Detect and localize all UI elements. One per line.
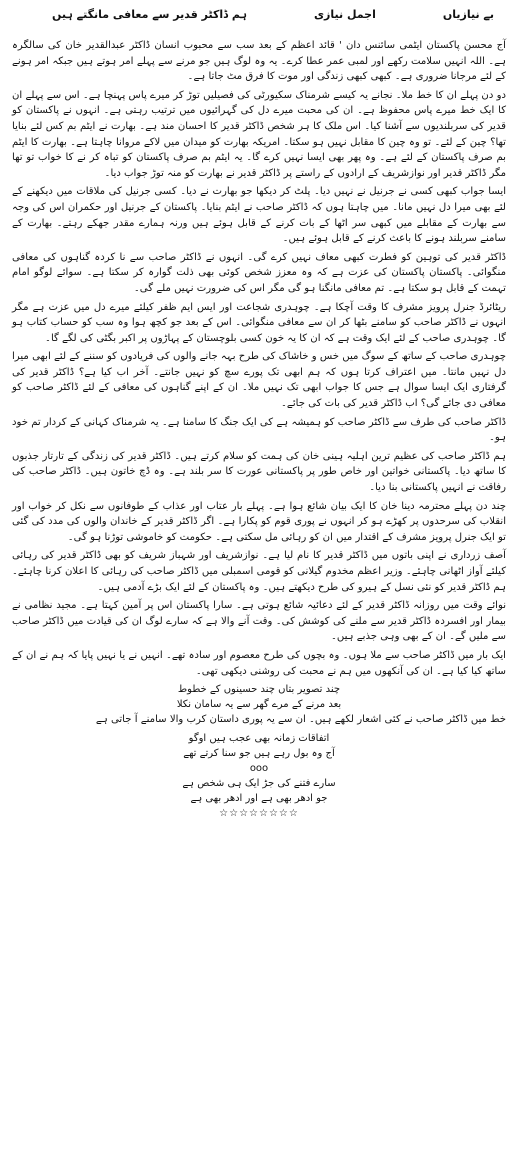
paragraph: چند دن پہلے محترمہ دینا خان کا ایک بیان شائع ہوا ہے۔ پہلے بار عتاب اور عذاب کے طوفانوں سے نکل کر خواب اور انقلاب کی سرحدوں پر کھڑے ہو کر انہوں نے پوری قوم کو پکارا ہے۔ اگر ڈاکٹر قدیر کے خاندان والوں کی مدد کی گئی تو ایک جنرل پرویز مشرف کے اقتدار میں ان کو رہائی مل سکتی ہے۔ حکومت کو خاموشی توڑنا ہو گی۔ [12,500,506,543]
paragraph: خط میں ڈاکٹر صاحب نے کئی اشعار لکھے ہیں۔ ان سے یہ پوری داستان کرب والا سامنے آ جاتی ہے [95,714,506,726]
verse-line: سارے فتنے کی جڑ ایک ہی شخص ہے [182,777,336,789]
paragraph: آج محسن پاکستان ایٹمی سائنس دان ' قائد اعظم کے بعد سب سے محبوب انسان ڈاکٹر عبدالقدیر خان کی سالگرہ ہے۔ اللہ انہیں سلامت رکھے اور لمبی عمر عطا کرے۔ یہ وہ لوگ ہیں جو مرنے سے پہلے امر ہوتے ہیں جبکہ امر ہونے کے لئے مرجانا ضروری ہے۔ کبھی کبھی زندگی اور موت کا فرق مٹ جاتا ہے۔ [12,40,506,83]
verse-line: اتفاقات زمانہ بھی عجب ہیں اوگو [188,732,330,744]
article-body [12,38,506,679]
verse-line: بعد مرنے کے مرے گھر سے یہ سامان نکلا [176,699,342,711]
paragraph: ڈاکٹر قدیر کی توہین کو فطرت کبھی معاف نہیں کرے گی۔ انہوں نے ڈاکٹر صاحب سے نا کردہ گناہوں کی معافی منگوائی۔ پاکستان پاکستان کی عزت ہے کہ وہ معزز شخص کوئی بھی ذلت گوارہ کر سکتا ہے۔ سوائے لوگو امام تہمت کے قابل ہو سکتا ہے۔ تم معافی مانگنا ہو گی مگر اس کی ضرورت نہیں ملے گی۔ [12,251,506,294]
paragraph: آصف زرداری نے اپنی باتوں میں ڈاکٹر قدیر کا نام لیا ہے۔ نوازشریف اور شہباز شریف کو بھی ڈاکٹر قدیر کی رہائی کیلئے آواز اٹھانی چاہئے۔ وزیر اعظم مخدوم گیلانی کو قومی اسمبلی میں ڈاکٹر صاحب کی رہائی کا اعلان کرنا چاہئے۔ ہم ڈاکٹر قدیر کو نئی نسل کے ہیرو کی طرح دیکھتے ہیں۔ وہ پاکستان کے لئے ایک بڑے آدمی ہیں۔ [12,550,506,593]
column-header [12,4,506,38]
verse-separator: ooo [249,762,269,774]
paragraph: ہم ڈاکٹر صاحب کی عظیم ترین اہلیہ ہینی خان کی ہمت کو سلام کرتے ہیں۔ ڈاکٹر قدیر کی زندگی کے تارتار جذبوں کا ساتھ دیا۔ پاکستانی خواتین اور خاص طور پر پاکستانی عورت کا سر بلند ہے۔ وہ ڈچ خاتون ہیں۔ ڈاکٹر صاحب کی رفاقت نے انہیں پاکستانی بنا دیا۔ [12,450,506,494]
poem-block-2 [12,731,506,821]
verse-line: جو ادھر بھی ہے اور ادھر بھی ہے [190,792,328,804]
verse-line: آج وہ بول رہے ہیں جو سنا کرتے تھے [183,747,335,759]
paragraph: ڈاکٹر صاحب کی طرف سے ڈاکٹر صاحب کو ہمیشہ ہے کی ایک جنگ کا سامنا ہے۔ یہ شرمناک کہانی کے کردار تم خود ہو۔ [12,416,506,444]
paragraph: ایسا جواب کبھی کسی نے جرنیل نے نہیں دیا۔ پلٹ کر دیکھا جو بھارت نے دیا۔ کسی جرنیل کی ملاقات میں دیکھنے کے لئے بھی میرا دل نہیں مانا۔ میں چاہتا ہوں کہ ڈاکٹر صاحب نے ایٹم بنایا۔ پاکستان کے جرنیل اور حکمران اس کی وجہ سے بھارت کے مقابلے میں کبھی سر اٹھا کے بات کرنے کے قابل ہوئے ہیں ورنہ ہمارے مقدر جھکے رہتے۔ بھارت کے سامنے سربلند ہونے کا باعث کرنے کے قابل ہوئے ہیں۔ [12,186,506,245]
paragraph: نوائے وقت میں روزانہ ڈاکٹر قدیر کے لئے دعائیہ شائع ہوتی ہے۔ سارا پاکستان اس پر آمین کہتا ہے۔ مجید نظامی نے بیمار اور افسردہ ڈاکٹر قدیر سے ملنے کی کوشش کی۔ وقت آنے والا ہے کہ سارے لوگ ان کی قیادت میں ڈاکٹر صاحب سے ملیں گے۔ ان کے بھی وہی جذبے ہیں۔ [12,600,506,643]
paragraph: ریٹائرڈ جنرل پرویز مشرف کا وقت آچکا ہے۔ چوہدری شجاعت اور ایس ایم ظفر کیلئے میرے دل میں عزت ہے مگر انہوں نے ڈاکٹر صاحب کو سامنے بٹھا کر ان سے معافی منگوائی۔ اس کے بعد جو کچھ ہوا وہ سب کو حساب کتاب ہو گا۔ چوہدری صاحب کے لئے ایک وقت ہے کہ ان کا یہ خون کسی بلوچستان کے پہاڑوں پر اکبر بگٹی کی لگے گا۔ [12,301,506,344]
poem-block [12,682,506,712]
verse-line: چند تصویر بتاں چند حسینوں کے خطوط [177,684,341,696]
author-name: اجمل نیازی [313,8,376,21]
closing-stars: ☆☆☆☆☆☆☆☆ [219,807,299,819]
article-body-continued [12,712,506,728]
column-title: بے نیازیاں [442,8,494,21]
headline: ہم ڈاکٹر قدیر سے معافی مانگتے ہیں [52,8,247,21]
paragraph: چوہدری صاحب کے ساتھ کے سوگ میں خس و خاشاک کی طرح بہہ جانے والوں کی فریادوں کو سننے کے لئے ابھی میرا دل نہیں مانتا۔ میں اعتراف کرتا ہوں کہ ہم ابھی تک پورے سچ کو نہیں جانتے۔ آخر اب کیا ہے؟ ڈاکٹر قدیر کی گرفتاری ایک ایسا سوال ہے جس کا جواب ابھی تک نہیں ملا۔ ان کے اپنے گناہوں کی معافی کے لئے ڈاکٹر صاحب کو معافی دی جائے گی؟ اب ڈاکٹر قدیر کی بات کی جائے۔ [12,351,506,410]
paragraph: ایک بار میں ڈاکٹر صاحب سے ملا ہوں۔ وہ بچوں کی طرح معصوم اور سادہ تھے۔ انہیں نے یا نہیں پایا کہ ہم نے ان کے ساتھ کیا کیا ہے۔ ان کی آنکھوں میں ہم نے محبت کی روشنی دیکھی تھی۔ [12,649,506,677]
paragraph: دو دن پہلے ان کا خط ملا۔ نجانے یہ کیسے شرمناک سکیورٹی کی فصیلیں توڑ کر میرے پاس پہنچا ہے۔ اس سے پہلے ان کا ایک خط میرے پاس محفوظ ہے۔ ان کی محبت میرے دل کی گہرائیوں میں ترتیب رہتی ہے۔ انہوں نے پاکستان کو قدیر کی سربلندیوں سے آشنا کیا۔ اس ملک کا ہر شخص ڈاکٹر قدیر کا احسان مند ہے۔ بھارت نے ایٹم بم کس لئے بنایا تھا؟ چین کے لئے۔ تو وہ چین کا مقابل نہیں ہو سکتا۔ امریکہ بھارت کو میدان میں لاکے مروانا چاہتا ہے۔ بھارت کا ایٹم بم صرف پاکستان کے لئے ہے۔ وہ پھر بھی ایسا نہیں کرے گا۔ یہ ایٹم بم صرف پاکستان کو تباہ کر نے کا خواب تو تھا مگر ڈاکٹر قدیر اور نوازشریف کے ارادوں کے راستے پر ڈاکٹر قدیر نے بھارت کو منہ توڑ جواب دیا۔ [12,89,506,179]
